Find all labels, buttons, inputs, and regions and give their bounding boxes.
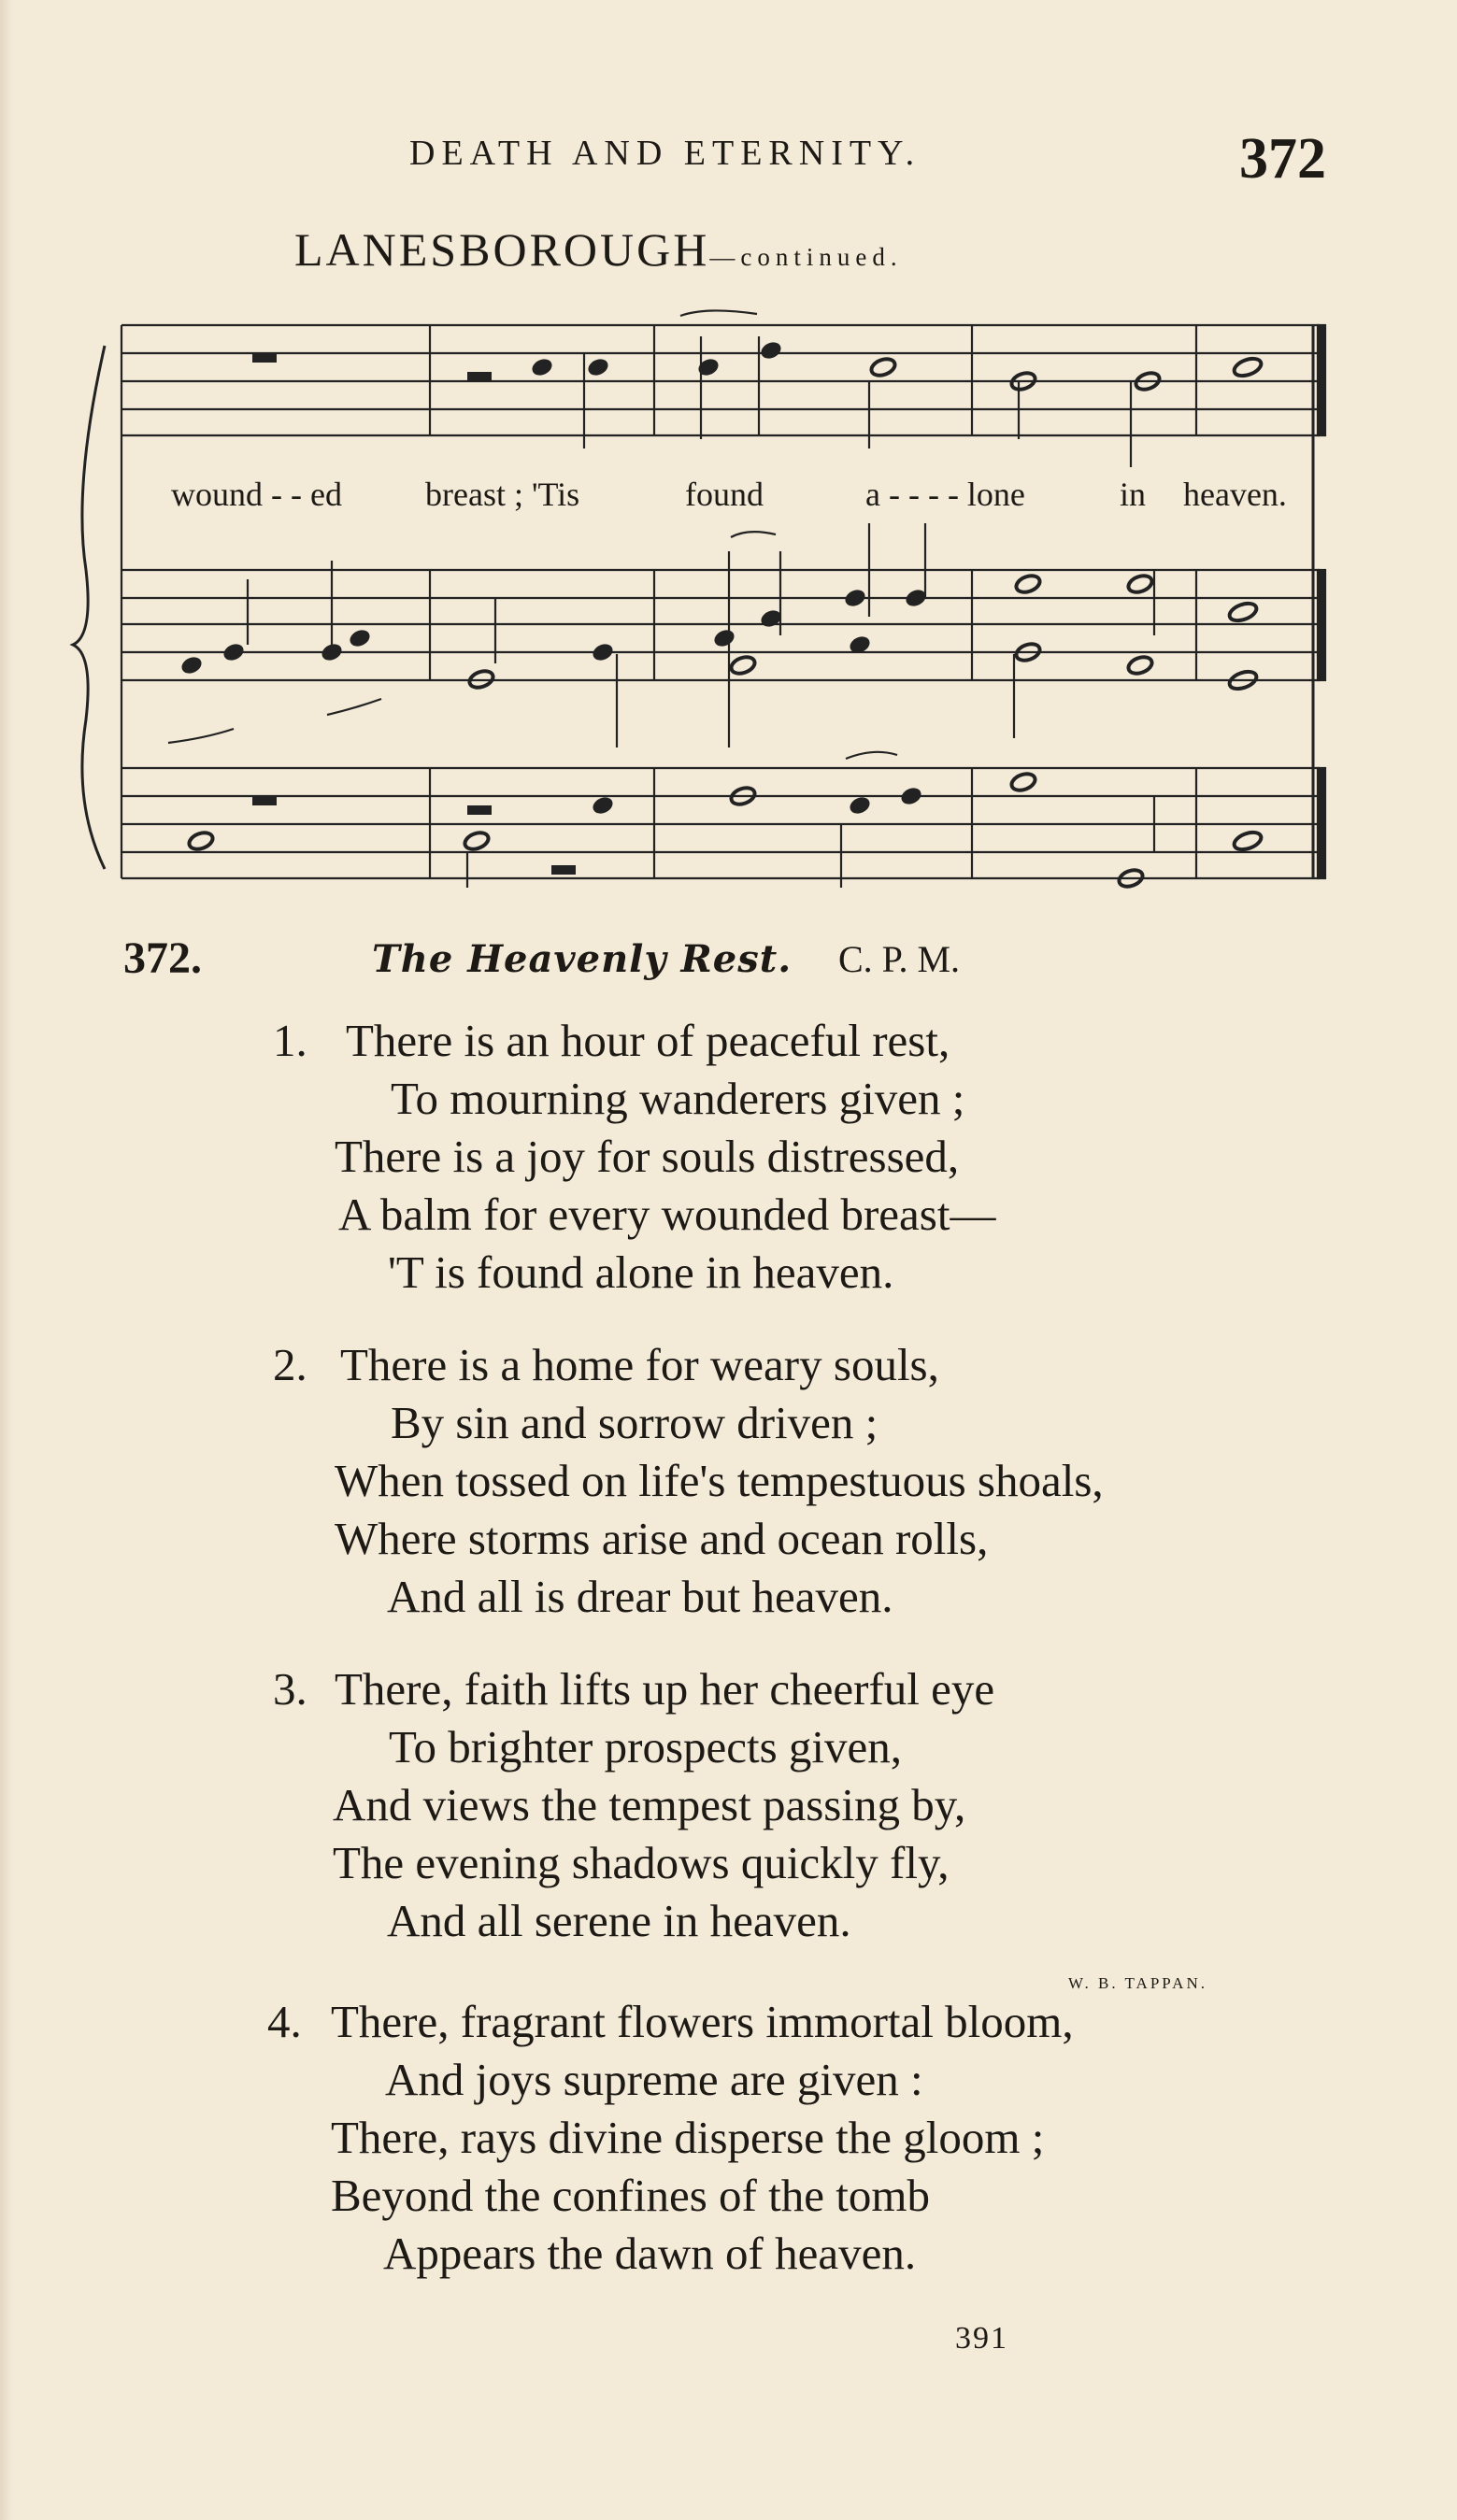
verse-line: When tossed on life's tempestuous shoals, — [335, 1455, 1104, 1506]
verse-line: There, rays divine disperse the gloom ; — [331, 2112, 1045, 2163]
verse-line: To mourning wanderers given ; — [391, 1073, 965, 1124]
tune-continued: —continued. — [709, 243, 903, 271]
lyric-syllable: found — [685, 476, 764, 513]
lyric-syllable: wound - - ed — [171, 476, 342, 513]
verse-line: And all serene in heaven. — [387, 1895, 851, 1946]
verse-line: There is an hour of peaceful rest, — [346, 1015, 950, 1066]
verse-line: Where storms arise and ocean rolls, — [335, 1513, 989, 1564]
verse-line: There is a home for weary souls, — [340, 1339, 939, 1390]
verse-line: The evening shadows quickly fly, — [333, 1837, 950, 1888]
author-credit: W. B. TAPPAN. — [1068, 1974, 1207, 1992]
verse-line: Beyond the confines of the tomb — [331, 2170, 930, 2221]
tune-name: LANESBOROUGH — [294, 223, 710, 276]
verse-line: There, faith lifts up her cheerful eye — [335, 1663, 995, 1715]
stanza-number: 2. — [273, 1339, 307, 1390]
hymn-number: 372. — [123, 933, 202, 983]
hymn-title: The Heavenly Rest. — [372, 937, 793, 981]
verse-line: And all is drear but heaven. — [387, 1571, 893, 1622]
hymn-meter: C. P. M. — [838, 938, 961, 980]
lyric-syllable: heaven. — [1183, 476, 1287, 513]
lyric-syllable: breast ; 'Tis — [425, 476, 580, 513]
lyric-syllable: a - - - - lone — [865, 476, 1025, 513]
verse-line: There, fragrant flowers immortal bloom, — [331, 1996, 1074, 2047]
stanza-number: 4. — [267, 1996, 302, 2047]
stanza-number: 1. — [273, 1015, 307, 1066]
verse-line: There is a joy for souls distressed, — [335, 1131, 960, 1182]
verse-line: And views the tempest passing by, — [333, 1779, 966, 1830]
verse-line: 'T is found alone in heaven. — [388, 1246, 894, 1298]
verse-line: A balm for every wounded breast— — [338, 1189, 996, 1240]
verse-line: By sin and sorrow driven ; — [391, 1397, 878, 1448]
lyric-syllable: in — [1120, 476, 1147, 513]
running-header: DEATH AND ETERNITY. — [409, 134, 921, 173]
verse-line: To brighter prospects given, — [389, 1721, 903, 1773]
verse-line: Appears the dawn of heaven. — [383, 2228, 917, 2279]
page-number: 372 — [1239, 127, 1326, 191]
stanza-number: 3. — [273, 1663, 307, 1715]
music-score — [0, 0, 1457, 897]
folio-number: 391 — [955, 2321, 1008, 2356]
verse-line: And joys supreme are given : — [385, 2054, 923, 2105]
